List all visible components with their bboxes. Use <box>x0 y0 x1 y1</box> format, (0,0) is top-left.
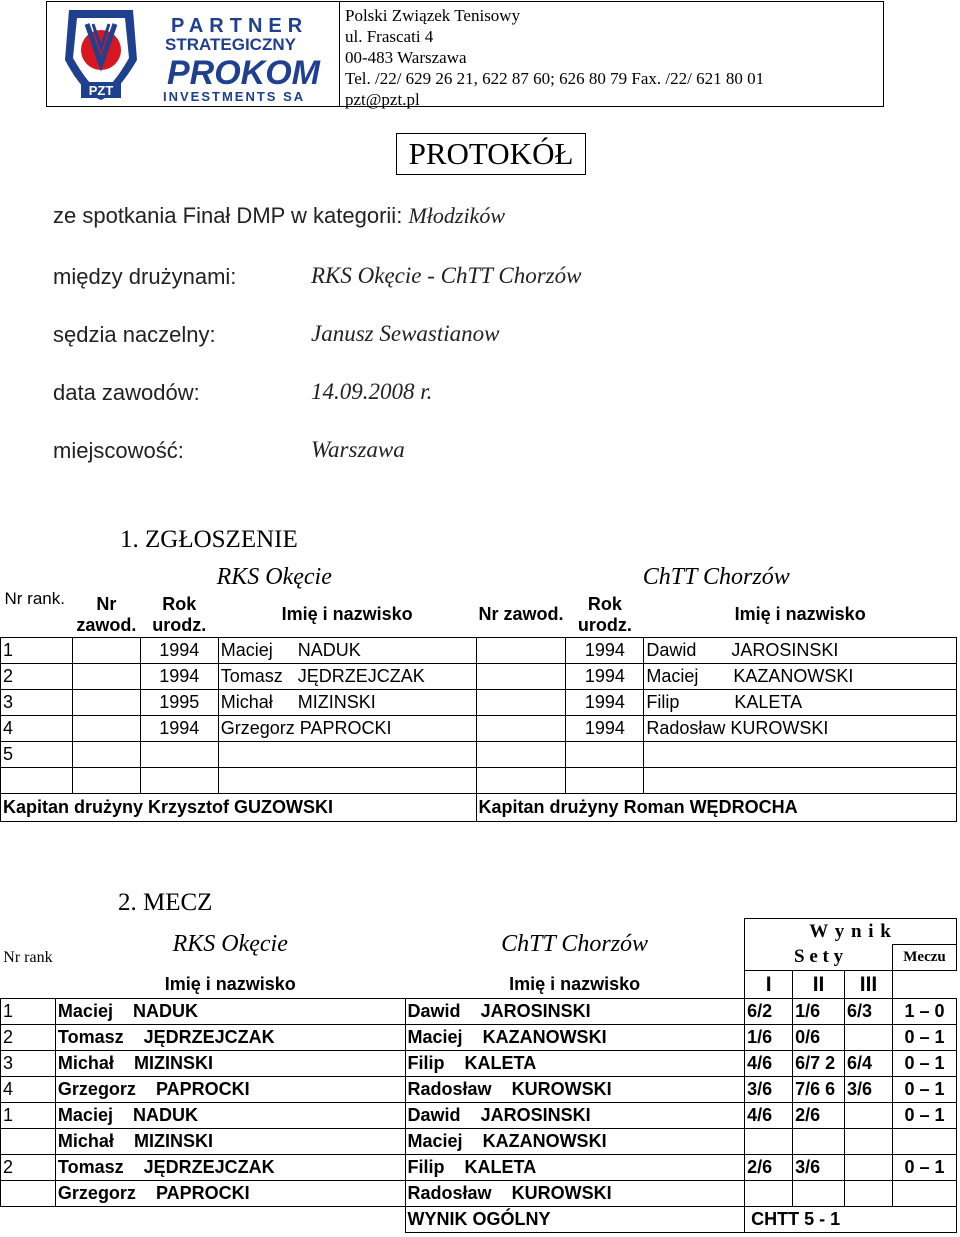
match-result: 0 – 1 <box>892 1077 956 1103</box>
set-score: 6/7 2 <box>793 1051 845 1077</box>
meeting-category: Młodzików <box>408 203 505 228</box>
col-name-b: Imię i nazwisko <box>734 604 866 625</box>
referee-value: Janusz Sewastianow <box>311 321 500 346</box>
set-score <box>845 1155 893 1181</box>
player-a-name: Grzegorz PAPROCKI <box>55 1181 405 1207</box>
col-rok-a: Rok urodz. <box>152 593 207 635</box>
set-score: 4/6 <box>745 1051 793 1077</box>
table-row: 2 1994 Tomasz JĘDRZEJCZAK 1994 Maciej KAZANOWSKI <box>1 663 957 689</box>
set-score <box>845 1103 893 1129</box>
referee-label: sędzia naczelny: <box>53 322 216 347</box>
rank-number: 2 <box>1 1025 56 1051</box>
set-score: 2/6 <box>745 1155 793 1181</box>
player-a-name: Michał MIZINSKI <box>55 1051 405 1077</box>
col-nr-zawod-a: Nr zawod. <box>76 593 137 635</box>
set-score <box>845 1181 893 1207</box>
set-score <box>793 1129 845 1155</box>
sponsor-logo <box>47 2 340 106</box>
rank-number: 4 <box>1 1077 56 1103</box>
captain-a: Kapitan drużyny Krzysztof GUZOWSKI <box>1 793 477 821</box>
place-value: Warszawa <box>311 437 405 462</box>
set-score <box>793 1181 845 1207</box>
address-line: 00-483 Warszawa <box>345 48 467 67</box>
set-score: 1/6 <box>793 999 845 1025</box>
overall-value: CHTT 5 - 1 <box>745 1207 957 1233</box>
table-row: 3 1995 Michał MIZINSKI 1994 Filip KALETA <box>1 689 957 715</box>
teams-value: RKS Okęcie - ChTT Chorzów <box>311 263 582 288</box>
match-team-a: RKS Okęcie <box>172 931 288 957</box>
player-b-name: Dawid JAROSINSKI <box>405 1103 745 1129</box>
date-value: 14.09.2008 r. <box>311 379 433 404</box>
letterhead <box>46 1 884 107</box>
col-name-b: Imię i nazwisko <box>509 973 641 994</box>
set-score: 3/6 <box>845 1077 893 1103</box>
teams-label: między drużynami: <box>53 264 237 289</box>
set-score: 1/6 <box>745 1025 793 1051</box>
player-a-name: Michał MIZINSKI <box>55 1129 405 1155</box>
email-address: pzt@pzt.pl <box>345 90 420 109</box>
set-score <box>745 1129 793 1155</box>
svg-text:INVESTMENTS SA: INVESTMENTS SA <box>163 89 306 104</box>
registration-title: 1. ZGŁOSZENIE <box>120 526 298 553</box>
player-b-name: Filip KALETA <box>405 1051 745 1077</box>
meeting-label: ze spotkania Finał DMP w kategorii: Młodzików <box>53 203 505 228</box>
match-row <box>1 1129 957 1155</box>
set-1-label: I <box>745 971 793 999</box>
match-row <box>1 999 957 1025</box>
player-b-name: Radosław KUROWSKI <box>405 1181 745 1207</box>
table-row: 5 <box>1 741 957 767</box>
player-a-name: Tomasz JĘDRZEJCZAK <box>55 1025 405 1051</box>
rank-number: 3 <box>1 1051 56 1077</box>
page-title: PROTOKÓŁ <box>396 133 586 175</box>
result-title: W y n i k <box>745 919 957 945</box>
overall-label: WYNIK OGÓLNY <box>405 1207 745 1233</box>
set-score: 4/6 <box>745 1103 793 1129</box>
match-row <box>1 1181 957 1207</box>
col-nr-zawod-b: Nr zawod. <box>478 604 564 625</box>
set-score: 0/6 <box>793 1025 845 1051</box>
player-b-name: Dawid JAROSINSKI <box>405 999 745 1025</box>
rank-number <box>1 1181 56 1207</box>
sets-title: S e t y <box>745 945 893 971</box>
player-b-name: Filip KALETA <box>405 1155 745 1181</box>
player-a-name: Maciej NADUK <box>55 999 405 1025</box>
date-label: data zawodów: <box>53 380 200 405</box>
captain-b: Kapitan drużyny Roman WĘDROCHA <box>476 793 956 821</box>
table-row <box>1 767 957 793</box>
match-team-b: ChTT Chorzów <box>501 931 649 957</box>
registration-table <box>0 561 957 822</box>
match-result: 0 – 1 <box>892 1051 956 1077</box>
match-row <box>1 1025 957 1051</box>
svg-text:PROKOM: PROKOM <box>167 54 320 92</box>
team-b-name: ChTT Chorzów <box>642 563 790 590</box>
set-score: 3/6 <box>745 1077 793 1103</box>
col-name-a: Imię i nazwisko <box>164 973 296 994</box>
set-3-label: III <box>845 971 893 999</box>
svg-text:PARTNER: PARTNER <box>171 15 309 37</box>
svg-text:STRATEGICZNY: STRATEGICZNY <box>165 35 296 54</box>
col-rok-b: Rok urodz. <box>577 593 632 635</box>
set-score: 6/2 <box>745 999 793 1025</box>
match-result: 1 – 0 <box>892 999 956 1025</box>
set-score: 2/6 <box>793 1103 845 1129</box>
col-name-a: Imię i nazwisko <box>281 604 413 625</box>
player-a-name: Grzegorz PAPROCKI <box>55 1077 405 1103</box>
pzt-logo-icon <box>47 2 339 106</box>
set-score: 6/4 <box>845 1051 893 1077</box>
match-row <box>1 1155 957 1181</box>
set-score <box>845 1025 893 1051</box>
address-line: Tel. /22/ 629 26 21, 622 87 60; 626 80 79 Fax. /22/ 621 80 01 <box>345 69 765 88</box>
place-label: miejscowość: <box>53 438 184 463</box>
player-a-name: Maciej NADUK <box>55 1103 405 1129</box>
rank-number: 1 <box>1 1103 56 1129</box>
set-score: 6/3 <box>845 999 893 1025</box>
rank-number: 1 <box>1 999 56 1025</box>
team-a-name: RKS Okęcie <box>216 563 332 590</box>
match-result: 0 – 1 <box>892 1155 956 1181</box>
match-result <box>892 1129 956 1155</box>
set-score <box>745 1181 793 1207</box>
set-score: 7/6 6 <box>793 1077 845 1103</box>
rank-number <box>1 1129 56 1155</box>
match-table <box>0 918 957 1233</box>
match-row <box>1 1103 957 1129</box>
address-line: ul. Frascati 4 <box>345 27 434 46</box>
table-row: 4 1994 Grzegorz PAPROCKI 1994 Radosław KUROWSKI <box>1 715 957 741</box>
rank-number: 2 <box>1 1155 56 1181</box>
table-row: 1 1994 Maciej NADUK 1994 Dawid JAROSINSKI <box>1 637 957 663</box>
player-b-name: Radosław KUROWSKI <box>405 1077 745 1103</box>
match-result: 0 – 1 <box>892 1025 956 1051</box>
match-result <box>892 1181 956 1207</box>
col-nr-rank: Nr rank. <box>4 588 65 608</box>
match-title: 2. MECZ <box>118 889 213 916</box>
player-b-name: Maciej KAZANOWSKI <box>405 1025 745 1051</box>
match-row <box>1 1051 957 1077</box>
col-nr-rank: Nr rank <box>3 949 53 967</box>
set-score: 3/6 <box>793 1155 845 1181</box>
pzt-logo-text: PZT <box>88 83 114 98</box>
set-2-label: II <box>793 971 845 999</box>
match-result-title: Meczu <box>892 945 956 971</box>
address-line: Polski Związek Tenisowy <box>345 6 521 25</box>
match-row <box>1 1077 957 1103</box>
player-a-name: Tomasz JĘDRZEJCZAK <box>55 1155 405 1181</box>
federation-address <box>345 5 764 110</box>
player-b-name: Maciej KAZANOWSKI <box>405 1129 745 1155</box>
match-result: 0 – 1 <box>892 1103 956 1129</box>
set-score <box>845 1129 893 1155</box>
